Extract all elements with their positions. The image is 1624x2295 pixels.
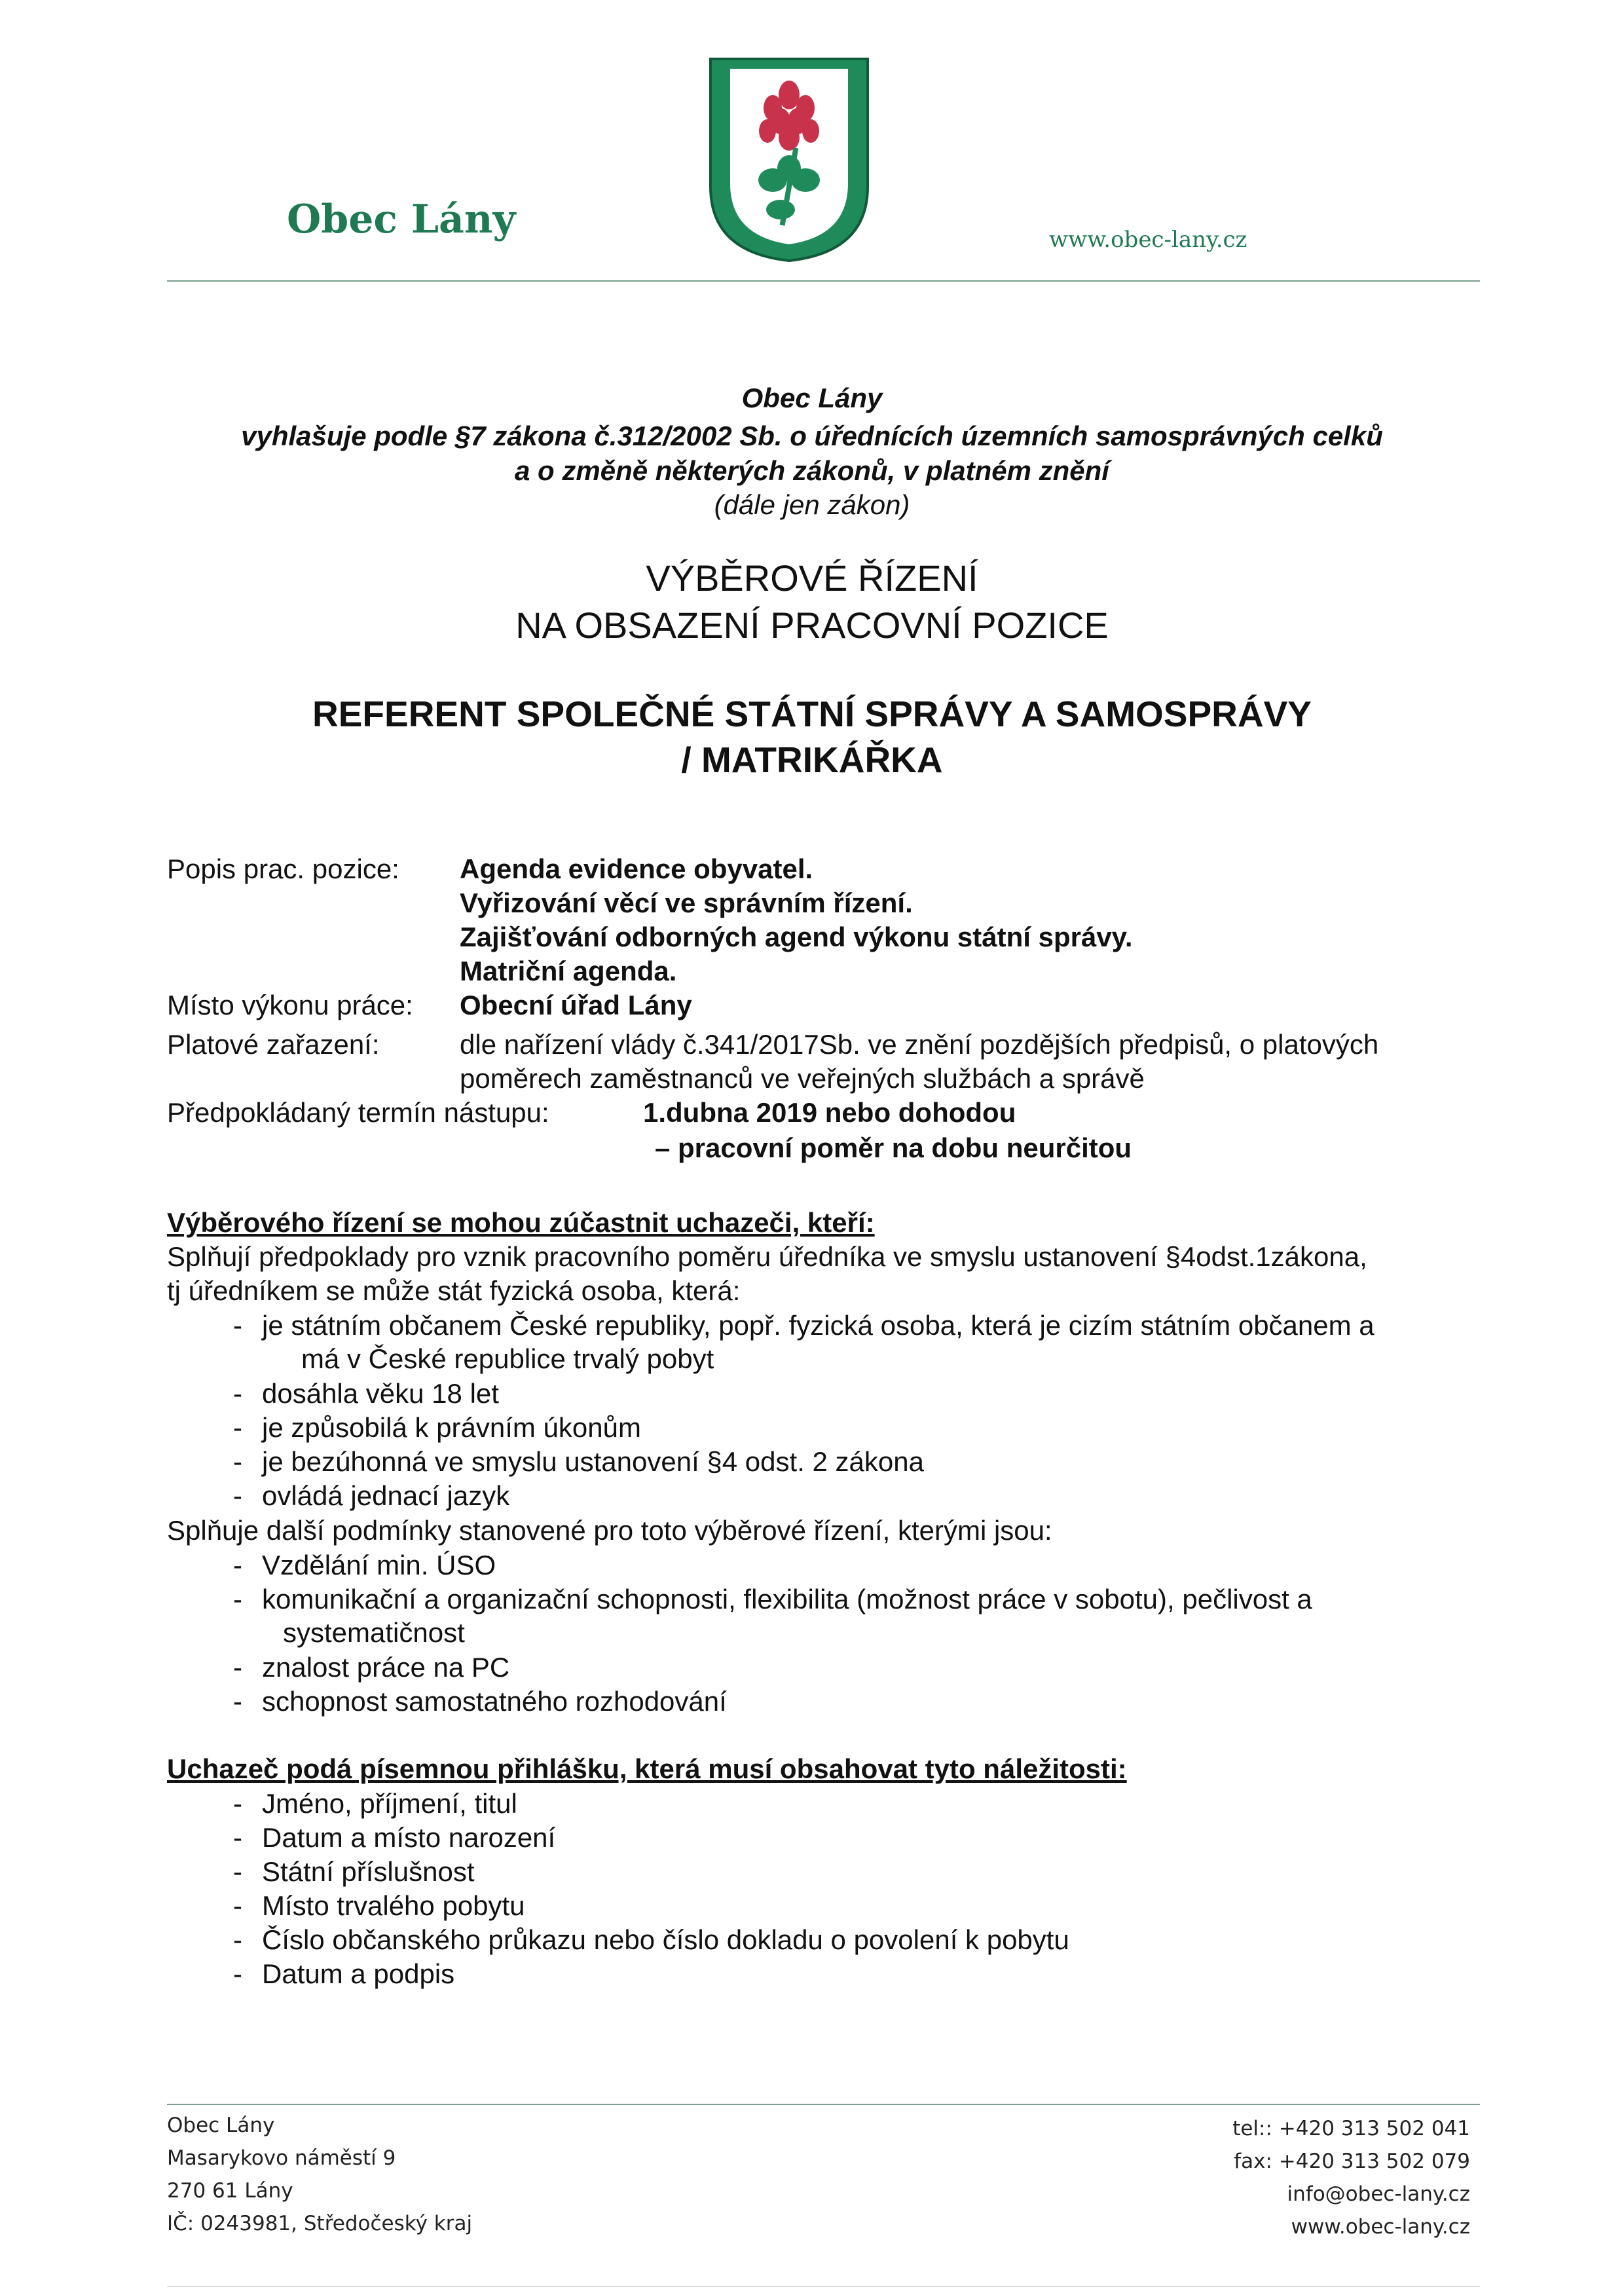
eligibility-heading: Výběrového řízení se mohou zúčastnit uchazeči, kteří: bbox=[167, 1207, 875, 1238]
list-item: - je způsobilá k právním úkonům bbox=[262, 1411, 924, 1445]
footer-phone: tel:: +420 313 502 041 bbox=[1232, 2117, 1470, 2140]
footer-line: Obec Lány bbox=[167, 2114, 275, 2137]
footer-contact bbox=[1113, 2112, 1470, 2243]
salary-label: Platové zařazení: bbox=[167, 1029, 380, 1060]
footer-fax: fax: +420 313 502 079 bbox=[1234, 2150, 1470, 2173]
intro-municipality: Obec Lány bbox=[741, 382, 883, 413]
header-divider bbox=[167, 280, 1480, 282]
footer-line: Masarykovo náměstí 9 bbox=[167, 2146, 396, 2170]
list-item: - ovládá jednací jazyk bbox=[262, 1479, 924, 1513]
eligibility-para-1: Splňují předpoklady pro vznik pracovního poměru úředníka ve smyslu ustanovení §4odst.1zákona, bbox=[167, 1241, 1367, 1272]
place-value: Obecní úřad Lány bbox=[460, 990, 692, 1020]
salary-value-2: poměrech zaměstnanců ve veřejných službách a správě bbox=[460, 1063, 1145, 1094]
title-line-2: NA OBSAZENÍ PRACOVNÍ POZICE bbox=[515, 605, 1109, 646]
desc-item: Vyřizování věcí ve správním řízení. bbox=[460, 887, 913, 918]
list-item: - schopnost samostatného rozhodování bbox=[262, 1685, 727, 1719]
start-label: Předpokládaný termín nástupu: bbox=[167, 1097, 549, 1128]
list-item: - Státní příslušnost bbox=[262, 1855, 1069, 1889]
list-item: - Datum a místo narození bbox=[262, 1821, 1069, 1855]
footer-line: IČ: 0243981, Středočeský kraj bbox=[167, 2212, 473, 2235]
desc-label: Popis prac. pozice: bbox=[167, 853, 399, 884]
list-item: - komunikační a organizační schopnosti, flexibilita (možnost práce v sobotu), pečlivost a bbox=[262, 1582, 1312, 1616]
conditions-list-cont bbox=[262, 1651, 727, 1719]
conditions-list bbox=[262, 1548, 1312, 1616]
application-list bbox=[262, 1787, 1069, 1991]
start-value-1: 1.dubna 2019 nebo dohodou bbox=[643, 1097, 1016, 1128]
list-item: - Datum a podpis bbox=[262, 1957, 1069, 1991]
desc-item: Zajišťování odborných agend výkonu státní správy. bbox=[460, 922, 1133, 952]
website-link[interactable]: www.obec-lany.cz bbox=[1049, 227, 1247, 253]
position-title-line-1: REFERENT SPOLEČNÉ STÁTNÍ SPRÁVY A SAMOSPRÁVY bbox=[312, 694, 1312, 734]
desc-item: Agenda evidence obyvatel. bbox=[460, 853, 813, 884]
list-item: - znalost práce na PC bbox=[262, 1651, 727, 1685]
intro-line-1: vyhlašuje podle §7 zákona č.312/2002 Sb. o úřednících územních samosprávných celků bbox=[241, 420, 1383, 451]
eligibility-list-cont bbox=[262, 1377, 924, 1513]
application-heading: Uchazeč podá písemnou přihlášku, která musí obsahovat tyto náležitosti: bbox=[167, 1753, 1127, 1784]
eligibility-para-2: tj úředníkem se může stát fyzická osoba, která: bbox=[167, 1275, 741, 1306]
eligibility-para-3: Splňuje další podmínky stanovené pro toto výběrové řízení, kterými jsou: bbox=[167, 1515, 1052, 1546]
footer-address bbox=[167, 2109, 472, 2240]
list-item-continuation: systematičnost bbox=[283, 1617, 465, 1648]
footer-email[interactable]: info@obec-lany.cz bbox=[1287, 2182, 1470, 2206]
list-item: - je státním občanem České republiky, popř. fyzická osoba, která je cizím státním občanem a bbox=[262, 1309, 1375, 1343]
footer-divider bbox=[167, 2104, 1480, 2105]
brand-name: Obec Lány bbox=[287, 196, 516, 242]
list-item-continuation: má v České republice trvalý pobyt bbox=[301, 1343, 714, 1374]
intro-line-3: (dále jen zákon) bbox=[714, 489, 910, 520]
list-item: - je bezúhonná ve smyslu ustanovení §4 odst. 2 zákona bbox=[262, 1445, 924, 1479]
list-item: - Jméno, příjmení, titul bbox=[262, 1787, 1069, 1821]
footer-website[interactable]: www.obec-lany.cz bbox=[1291, 2215, 1470, 2239]
desc-item: Matriční agenda. bbox=[460, 956, 677, 986]
list-item: - dosáhla věku 18 let bbox=[262, 1377, 924, 1411]
eligibility-list bbox=[262, 1309, 1375, 1343]
footer-line: 270 61 Lány bbox=[167, 2179, 293, 2203]
list-item: - Vzdělání min. ÚSO bbox=[262, 1548, 1312, 1582]
list-item: - Místo trvalého pobytu bbox=[262, 1889, 1069, 1923]
salary-value-1: dle nařízení vlády č.341/2017Sb. ve znění pozdějších předpisů, o platových bbox=[460, 1029, 1379, 1060]
title-line-1: VÝBĚROVÉ ŘÍZENÍ bbox=[646, 557, 978, 599]
place-label: Místo výkonu práce: bbox=[167, 990, 413, 1020]
position-title-line-2: / MATRIKÁŘKA bbox=[681, 739, 943, 780]
coat-of-arms-logo bbox=[707, 56, 871, 264]
intro-line-2: a o změně některých zákonů, v platném znění bbox=[515, 455, 1109, 486]
list-item: - Číslo občanského průkazu nebo číslo dokladu o povolení k pobytu bbox=[262, 1923, 1069, 1957]
start-value-2: – pracovní poměr na dobu neurčitou bbox=[655, 1132, 1132, 1163]
